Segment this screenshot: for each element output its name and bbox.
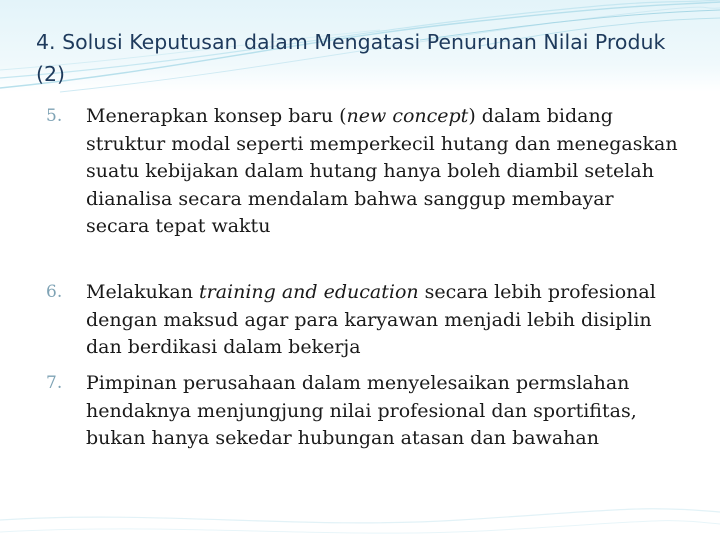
list-number: 6. <box>46 282 63 302</box>
wave-bottom-1 <box>0 509 720 523</box>
list-item <box>46 279 686 362</box>
list-item <box>46 103 686 241</box>
list-number: 7. <box>46 373 63 393</box>
text-segment: Menerapkan konsep baru ( <box>86 105 347 127</box>
text-segment: secara lebih profesional dengan maksud agar para karyawan menjadi lebih disiplin dan berdikasi dalam bekerja <box>86 281 656 358</box>
slide-title: 4. Solusi Keputusan dalam Mengatasi Penurunan Nilai Produk (2) <box>36 30 666 86</box>
list-item <box>46 370 686 453</box>
italic-term: training and education <box>198 281 419 303</box>
text-segment: ) dalam bidang struktur modal seperti memperkecil hutang dan menegaskan suatu kebijakan dalam hutang hanya boleh diambil setelah dianalisa secara mendalam bahwa sanggup membayar secara tepat waktu <box>86 105 678 237</box>
text-segment: Melakukan <box>86 281 199 303</box>
list-text <box>86 279 681 362</box>
list-text <box>86 370 681 453</box>
italic-term: new concept <box>346 105 469 127</box>
list-number: 5. <box>46 106 63 126</box>
text-segment: Pimpinan perusahaan dalam menyelesaikan permslahan hendaknya menjungjung nilai profesional dan sportifitas, bukan hanya sekedar hubungan atasan dan bawahan <box>86 372 637 449</box>
list-text <box>86 103 681 241</box>
